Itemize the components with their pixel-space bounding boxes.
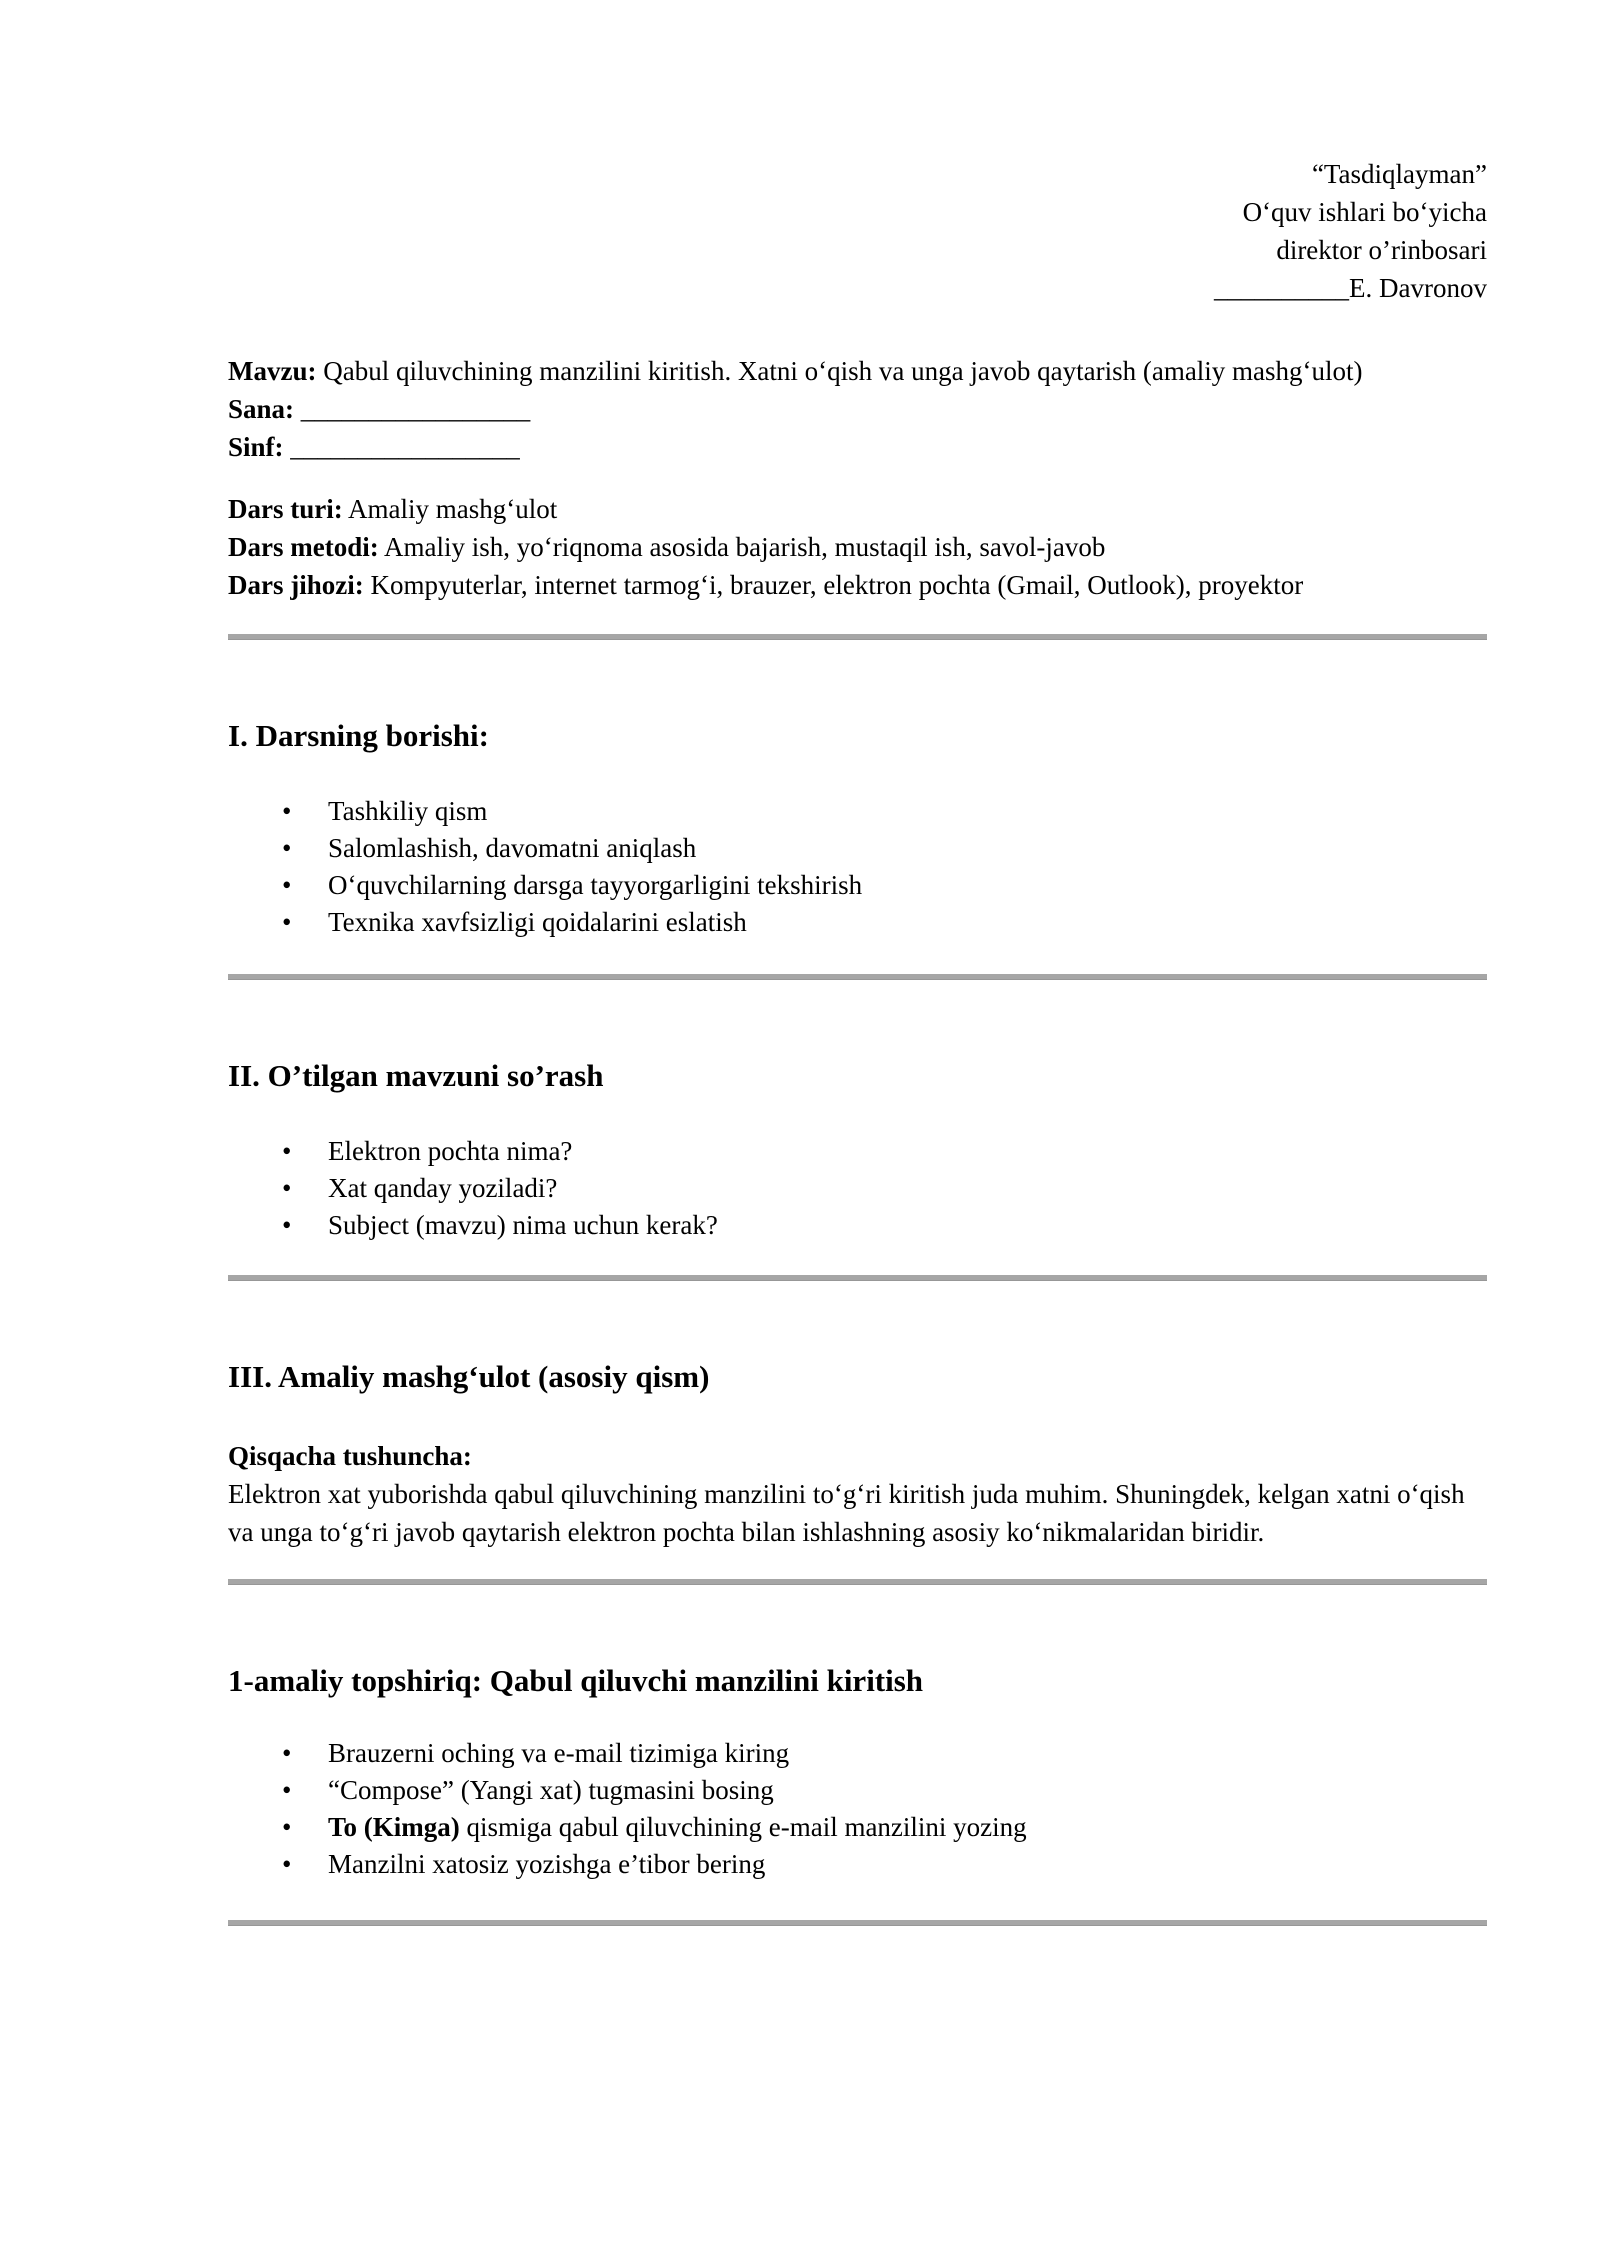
bullet-list: [228, 1133, 1487, 1244]
list-item: [228, 1735, 1487, 1772]
detail-lesson-equipment-text: Kompyuterlar, internet tarmog‘i, brauzer, elektron pochta (Gmail, Outlook), proyektor: [363, 570, 1304, 600]
detail-lesson-type-text: Amaliy mashg‘ulot: [342, 494, 558, 524]
lesson-meta-block: [228, 352, 1487, 466]
bullet-icon: •: [282, 1136, 292, 1166]
detail-lesson-method-label: Dars metodi:: [228, 532, 379, 562]
list-item-text: Elektron pochta nima?: [328, 1136, 573, 1166]
section-lesson-flow: [228, 715, 1487, 941]
list-item: [228, 1207, 1487, 1244]
approval-line: direktor o’rinbosari: [1276, 235, 1487, 265]
bullet-icon: •: [282, 870, 292, 900]
section-task-1: [228, 1660, 1487, 1883]
lesson-details-block: [228, 490, 1487, 604]
section-practical-main: [228, 1356, 1487, 1551]
list-item-text: Subject (mavzu) nima uchun kerak?: [328, 1210, 718, 1240]
bullet-icon: •: [282, 1775, 292, 1805]
list-item: [228, 1846, 1487, 1883]
bullet-icon: •: [282, 833, 292, 863]
list-item: [228, 830, 1487, 867]
detail-lesson-method-text: Amaliy ish, yo‘riqnoma asosida bajarish, mustaqil ish, savol-javob: [378, 532, 1106, 562]
detail-lesson-equipment-label: Dars jihozi:: [228, 570, 364, 600]
bullet-list: [228, 1735, 1487, 1883]
section-divider: [228, 974, 1487, 980]
list-item-text: Salomlashish, davomatni aniqlash: [328, 833, 697, 863]
approval-line: O‘quv ishlari bo‘yicha: [1242, 197, 1487, 227]
bullet-list: [228, 793, 1487, 941]
bullet-icon: •: [282, 907, 292, 937]
meta-class-label: Sinf:: [228, 432, 284, 462]
list-item-text: Texnika xavfsizligi qoidalarini eslatish: [328, 907, 747, 937]
section-heading: III. Amaliy mashg‘ulot (asosiy qism): [228, 1359, 710, 1394]
section-divider: [228, 1579, 1487, 1585]
list-item-text: Tashkiliy qism: [328, 796, 488, 826]
detail-lesson-method: [228, 528, 1487, 566]
list-item-text: “Compose” (Yangi xat) tugmasini bosing: [328, 1775, 774, 1805]
section-paragraph: Elektron xat yuborishda qabul qiluvchining manzilini to‘g‘ri kiritish juda muhim. Shuningdek, kelgan xatni o‘qish va unga to‘g‘ri javob qaytarish elektron pochta bilan ishlashning asosiy ko‘nikmalaridan biridir.: [228, 1479, 1465, 1547]
section-review-questions: [228, 1055, 1487, 1244]
meta-topic-text: Qabul qiluvchining manzilini kiritish. Xatni o‘qish va unga javob qaytarish (amaliy mashg‘ulot): [316, 356, 1363, 386]
approval-line-signature: __________E. Davronov: [1214, 273, 1487, 303]
list-item-text: qismiga qabul qiluvchining e-mail manzilini yozing: [459, 1812, 1027, 1842]
detail-lesson-type-label: Dars turi:: [228, 494, 343, 524]
meta-class: [228, 428, 1487, 466]
bullet-icon: •: [282, 1849, 292, 1879]
bullet-icon: •: [282, 1738, 292, 1768]
list-item: [228, 1809, 1487, 1846]
bullet-icon: •: [282, 1173, 292, 1203]
list-item: [228, 793, 1487, 830]
list-item: [228, 867, 1487, 904]
section-divider: [228, 1275, 1487, 1281]
subsection-heading: Qisqacha tushuncha:: [228, 1441, 472, 1471]
list-item-text: Manzilni xatosiz yozishga e’tibor bering: [328, 1849, 766, 1879]
list-item: [228, 1772, 1487, 1809]
meta-class-blank: _________________: [283, 432, 520, 462]
list-item: [228, 904, 1487, 941]
meta-topic: [228, 352, 1487, 390]
meta-topic-label: Mavzu:: [228, 356, 317, 386]
list-item-bold: To (Kimga): [328, 1812, 460, 1842]
list-item-text: O‘quvchilarning darsga tayyorgarligini tekshirish: [328, 870, 863, 900]
list-item: [228, 1170, 1487, 1207]
approval-line: “Tasdiqlayman”: [1311, 159, 1487, 189]
approval-block: [228, 155, 1487, 307]
section-divider: [228, 634, 1487, 640]
meta-date: [228, 390, 1487, 428]
list-item-text: Brauzerni oching va e-mail tizimiga kiring: [328, 1738, 790, 1768]
meta-date-blank: _________________: [294, 394, 531, 424]
bullet-icon: •: [282, 1812, 292, 1842]
meta-date-label: Sana:: [228, 394, 295, 424]
list-item-text: Xat qanday yoziladi?: [328, 1173, 558, 1203]
detail-lesson-equipment: [228, 566, 1487, 604]
bullet-icon: •: [282, 796, 292, 826]
bullet-icon: •: [282, 1210, 292, 1240]
section-heading: I. Darsning borishi:: [228, 718, 489, 753]
detail-lesson-type: [228, 490, 1487, 528]
section-heading: II. O’tilgan mavzuni so’rash: [228, 1058, 604, 1093]
section-divider: [228, 1920, 1487, 1926]
section-heading: 1-amaliy topshiriq: Qabul qiluvchi manzilini kiritish: [228, 1663, 924, 1698]
list-item: [228, 1133, 1487, 1170]
